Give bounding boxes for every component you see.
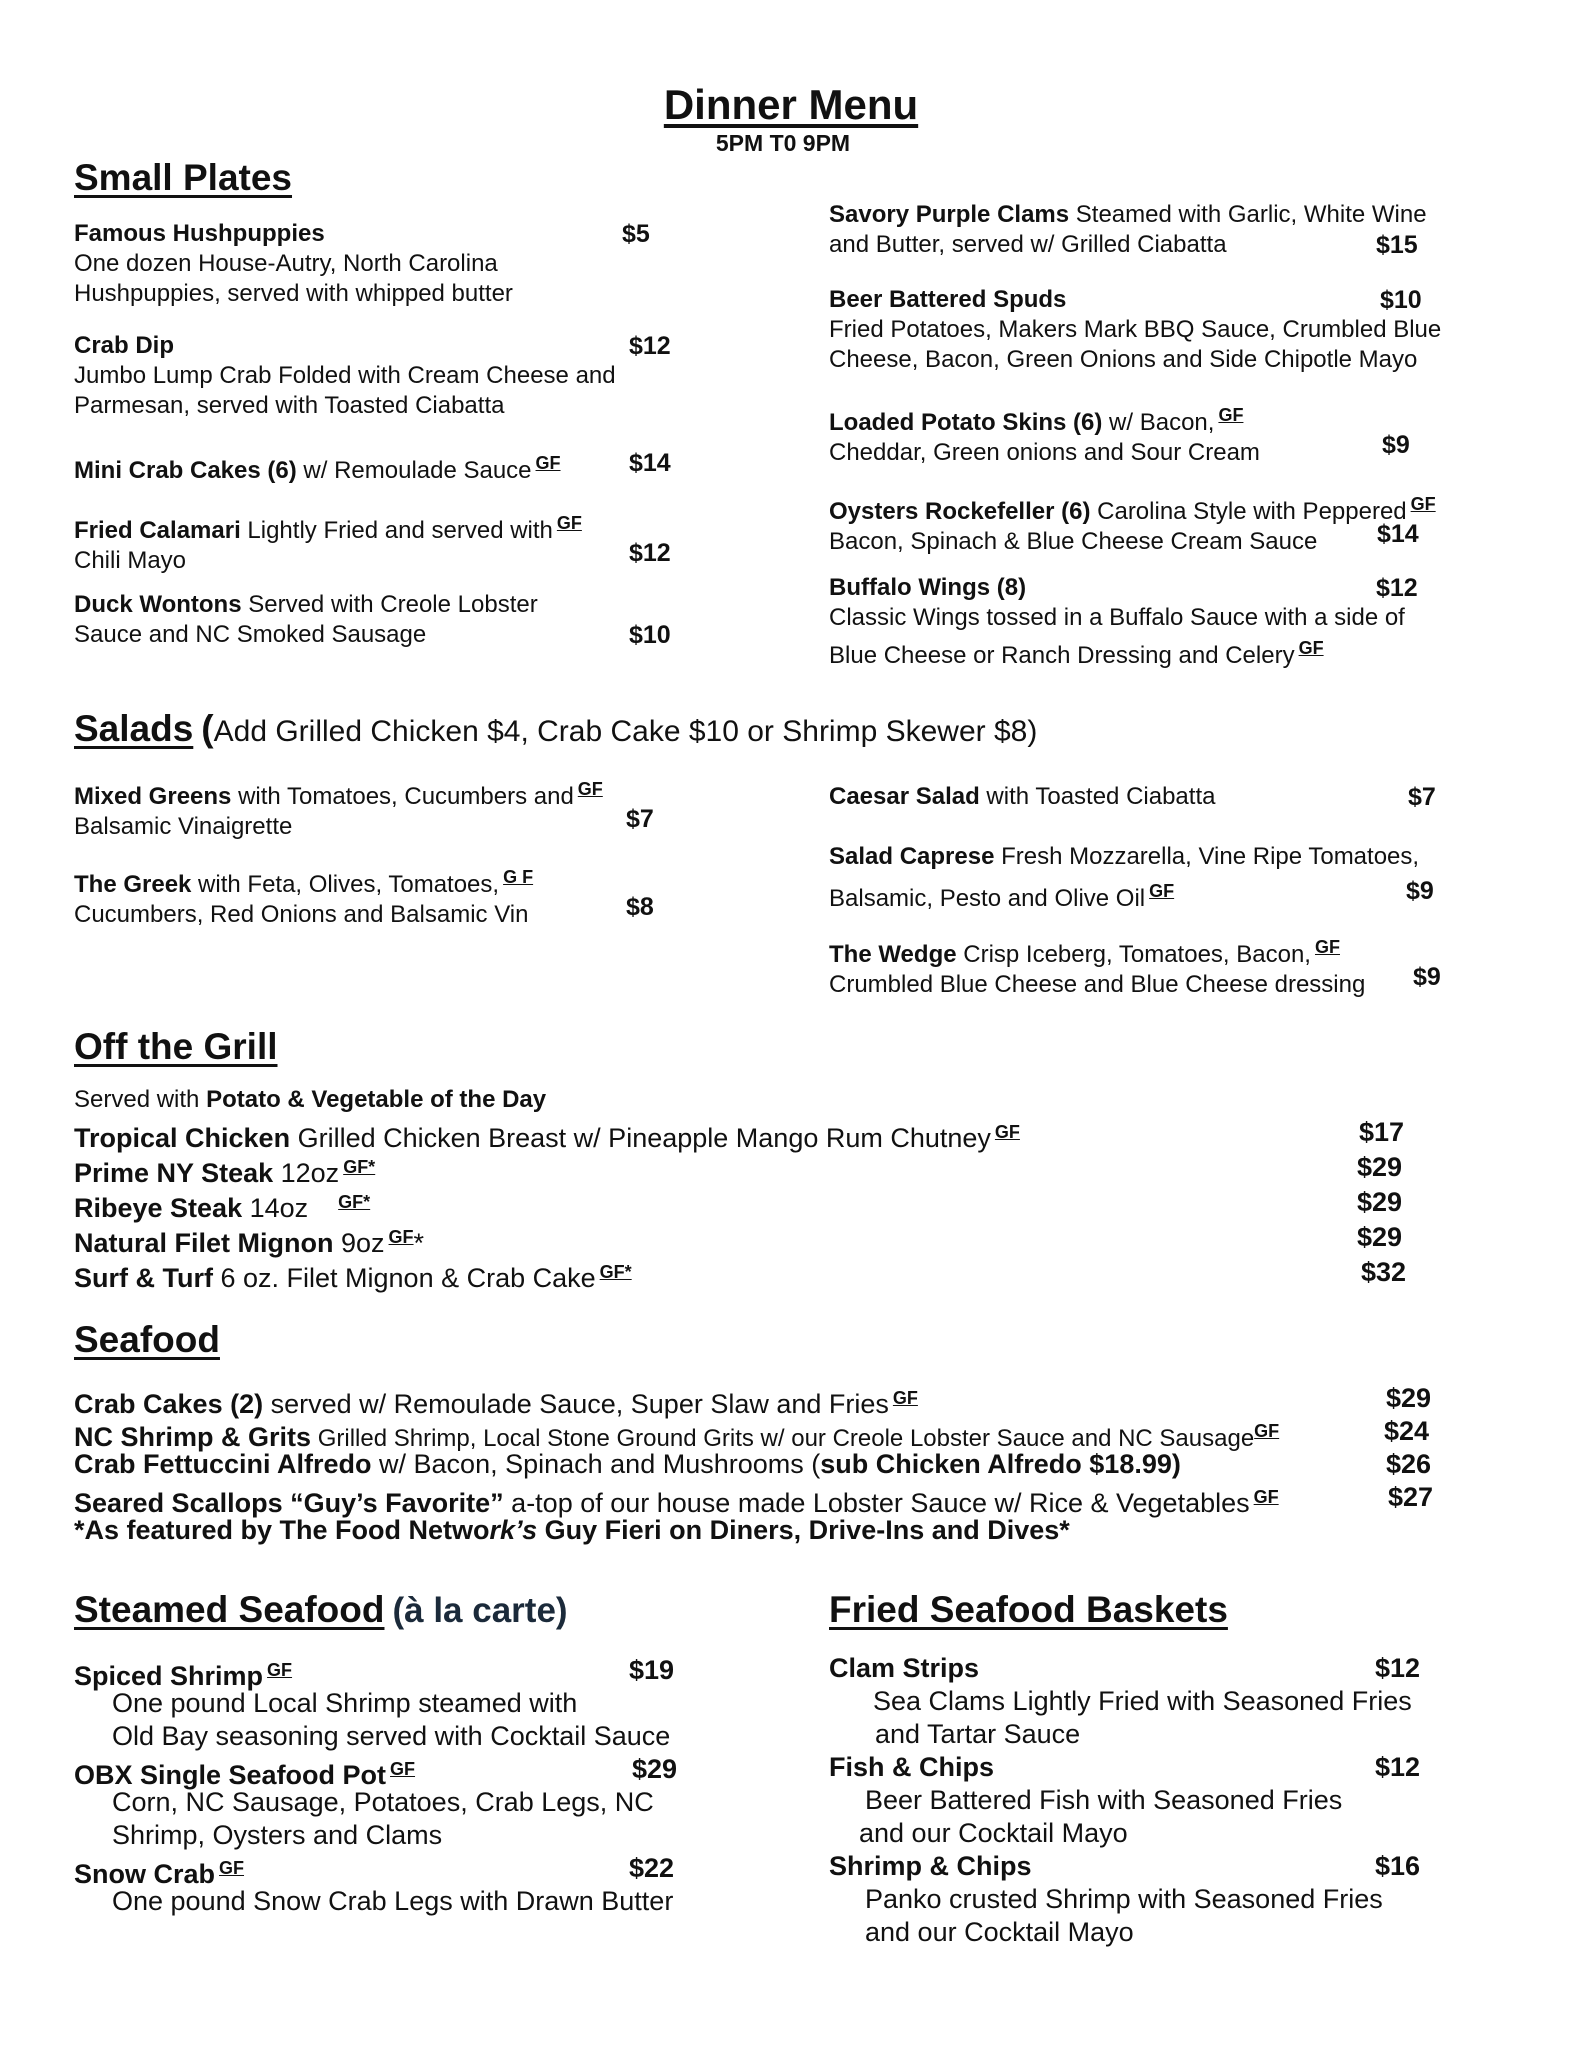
item-price: $12: [629, 332, 671, 360]
menu-item: [829, 400, 1509, 468]
item-price: $19: [629, 1655, 675, 1685]
menu-item: [74, 1382, 1474, 1419]
grill-served-with: [74, 1086, 546, 1114]
menu-item: [74, 1255, 1474, 1293]
item-name: Shrimp & Chips: [829, 1851, 1032, 1881]
item-desc: served w/ Remoulade Sauce, Super Slaw and Fries: [263, 1389, 889, 1419]
item-name: NC Shrimp & Grits: [74, 1422, 312, 1452]
item-desc: Corn, NC Sausage, Potatoes, Crab Legs, NC: [112, 1787, 654, 1817]
item-price: $14: [1377, 520, 1419, 548]
item-price: $10: [1380, 286, 1422, 314]
menu-item-header: [829, 1751, 1509, 1784]
item-desc: with Tomatoes, Cucumbers and: [231, 783, 574, 810]
item-name: Mixed Greens: [74, 783, 232, 810]
menu-header: [0, 80, 1582, 156]
item-price: $16: [1375, 1851, 1421, 1881]
item-desc: Steamed with Garlic, White Wine: [1069, 201, 1427, 228]
item-name: Fried Calamari: [74, 517, 241, 544]
steamed-subheading: (à la carte): [392, 1591, 568, 1630]
featured-note-c: Guy Fieri on Diners, Drive-Ins and Dives*: [537, 1515, 1070, 1545]
fried-list: [829, 1652, 1509, 1949]
menu-item: [74, 1185, 1474, 1223]
item-name: Loaded Potato Skins (6): [829, 409, 1103, 436]
item-desc: w/ Bacon,: [1102, 409, 1215, 436]
item-price: $12: [1375, 1752, 1421, 1782]
served-prefix: Served with: [74, 1086, 207, 1113]
menu-item: [829, 842, 1509, 914]
item-desc: with Toasted Ciabatta: [979, 783, 1216, 810]
menu-item-header: [74, 1654, 754, 1691]
item-price: $9: [1382, 431, 1410, 459]
item-name: Duck Wontons: [74, 591, 242, 618]
item-desc: Grilled Chicken Breast w/ Pineapple Mango Rum Chutney: [290, 1123, 991, 1153]
menu-item: [74, 331, 714, 421]
item-price: $8: [626, 893, 654, 921]
steamed-list: [74, 1654, 754, 1918]
item-price: $9: [1406, 877, 1434, 905]
item-price: $12: [1375, 1653, 1421, 1683]
item-desc: Grilled Shrimp, Local Stone Ground Grits w/ our Creole Lobster Sauce and NC Sausage: [311, 1425, 1255, 1452]
item-desc: Cucumbers, Red Onions and Balsamic Vin: [74, 901, 529, 928]
item-desc: a-top of our house made Lobster Sauce w/ Rice & Vegetables: [503, 1488, 1250, 1518]
item-desc: Blue Cheese or Ranch Dressing and Celery: [829, 642, 1295, 669]
grill-list: [74, 1115, 1474, 1293]
menu-item: [74, 1220, 1474, 1258]
item-name: Surf & Turf: [74, 1263, 213, 1293]
gluten-free-badge: GF: [1149, 881, 1175, 901]
item-desc: Balsamic, Pesto and Olive Oil: [829, 885, 1146, 912]
item-price: $24: [1384, 1416, 1430, 1446]
item-name: Crab Cakes (2): [74, 1389, 264, 1419]
item-name: Spiced Shrimp: [74, 1661, 264, 1691]
item-name: Crab Fettuccini Alfredo: [74, 1449, 372, 1479]
gluten-free-badge: GF: [556, 513, 582, 533]
item-price: $9: [1413, 963, 1441, 991]
item-desc: Beer Battered Fish with Seasoned Fries: [865, 1785, 1343, 1815]
featured-note-b: rk’s: [489, 1515, 538, 1545]
item-price: $29: [1357, 1187, 1403, 1217]
menu-item: [74, 590, 694, 650]
item-desc: Crisp Iceberg, Tomatoes, Bacon,: [956, 941, 1311, 968]
item-desc: Fresh Mozzarella, Vine Ripe Tomatoes,: [994, 843, 1420, 870]
item-desc: 9oz: [333, 1228, 385, 1258]
menu-item: [829, 200, 1509, 260]
item-sub-option: sub Chicken Alfredo $18.99): [820, 1449, 1181, 1479]
menu-item: [829, 932, 1509, 1000]
item-price: $27: [1388, 1482, 1434, 1512]
item-name: The Wedge: [829, 941, 957, 968]
section-heading-salads-row: [74, 707, 1037, 751]
menu-item-header: [829, 1850, 1509, 1883]
section-heading-steamed: Steamed Seafood: [74, 1589, 385, 1630]
item-desc: 14oz: [242, 1193, 309, 1223]
gluten-free-badge: GF: [1314, 937, 1340, 957]
item-desc: Classic Wings tossed in a Buffalo Sauce with a side of: [829, 604, 1405, 631]
gluten-free-badge: G F: [503, 867, 534, 887]
gluten-free-badge: GF*: [338, 1192, 371, 1212]
featured-note-a: *As featured by The Food Netwo: [74, 1515, 490, 1545]
section-heading-salads: Salads: [74, 708, 194, 749]
item-price: $22: [629, 1853, 675, 1883]
item-desc: One dozen House-Autry, North Carolina: [74, 250, 498, 277]
menu-item-header: [829, 1652, 1509, 1685]
item-price: $12: [1376, 574, 1418, 602]
gluten-free-badge: GF: [267, 1660, 293, 1680]
menu-item-header: [74, 1753, 754, 1790]
item-name: Fish & Chips: [829, 1752, 995, 1782]
section-heading-seafood: Seafood: [74, 1319, 220, 1360]
salads-note: Add Grilled Chicken $4, Crab Cake $10 or Shrimp Skewer $8): [213, 715, 1038, 748]
gluten-free-badge: GF: [1410, 494, 1436, 514]
featured-note: [74, 1514, 1474, 1547]
item-desc: Chili Mayo: [74, 547, 187, 574]
item-name: Buffalo Wings (8): [829, 574, 1027, 601]
menu-item: [74, 1481, 1474, 1518]
menu-item: [74, 862, 714, 930]
item-desc: One pound Local Shrimp steamed with: [112, 1688, 578, 1718]
item-name: Mini Crab Cakes (6): [74, 457, 297, 484]
menu-item: [74, 1115, 1474, 1153]
item-name: Caesar Salad: [829, 783, 980, 810]
item-desc: Cheese, Bacon, Green Onions and Side Chipotle Mayo: [829, 346, 1418, 373]
gluten-free-badge: GF: [1254, 1421, 1280, 1441]
item-price: $5: [622, 220, 650, 248]
gluten-free-badge: GF: [390, 1759, 416, 1779]
item-price: $29: [632, 1754, 678, 1784]
menu-item: [74, 448, 694, 486]
item-price: $14: [629, 449, 671, 477]
item-name: Savory Purple Clams: [829, 201, 1070, 228]
item-desc: Old Bay seasoning served with Cocktail Sauce: [112, 1721, 671, 1751]
item-desc: Carolina Style with Peppered: [1090, 498, 1407, 525]
item-name: OBX Single Seafood Pot: [74, 1760, 387, 1790]
item-name: Tropical Chicken: [74, 1123, 291, 1153]
item-mark: *: [413, 1228, 425, 1258]
item-name: Oysters Rockefeller (6): [829, 498, 1091, 525]
section-heading-small-plates: Small Plates: [74, 157, 293, 198]
item-desc: Jumbo Lump Crab Folded with Cream Cheese and: [74, 362, 616, 389]
menu-item: [829, 782, 1509, 812]
menu-item: [829, 573, 1509, 671]
item-desc: Sea Clams Lightly Fried with Seasoned Fries: [873, 1686, 1412, 1716]
item-desc: Bacon, Spinach & Blue Cheese Cream Sauce: [829, 528, 1318, 555]
item-name: Beer Battered Spuds: [829, 286, 1067, 313]
gluten-free-badge: GF: [535, 453, 561, 473]
item-desc: Shrimp, Oysters and Clams: [112, 1820, 443, 1850]
hours: 5PM T0 9PM: [715, 130, 851, 156]
item-desc: 12oz: [273, 1158, 340, 1188]
item-desc: 6 oz. Filet Mignon & Crab Cake: [212, 1263, 596, 1293]
section-heading-grill: Off the Grill: [74, 1026, 278, 1067]
item-price: $26: [1386, 1449, 1432, 1479]
salads-paren: (: [201, 708, 214, 749]
gluten-free-badge: GF: [219, 1858, 245, 1878]
gluten-free-badge: GF: [577, 779, 603, 799]
menu-item: [829, 489, 1509, 557]
item-name: The Greek: [74, 871, 192, 898]
item-desc: Sauce and NC Smoked Sausage: [74, 621, 427, 648]
item-price: $32: [1361, 1257, 1407, 1287]
item-price: $7: [1408, 783, 1436, 811]
gluten-free-badge: GF: [1298, 638, 1324, 658]
item-desc: and our Cocktail Mayo: [859, 1818, 1128, 1848]
gluten-free-badge: GF: [892, 1388, 918, 1408]
seafood-list: [74, 1382, 1474, 1547]
gluten-free-badge: GF*: [343, 1157, 376, 1177]
item-price: $15: [1376, 231, 1418, 259]
item-price: $29: [1357, 1152, 1403, 1182]
item-name: Famous Hushpuppies: [74, 220, 325, 247]
gluten-free-badge: GF*: [599, 1262, 632, 1282]
item-price: $17: [1359, 1117, 1405, 1147]
item-name: Seared Scallops “Guy’s Favorite”: [74, 1488, 504, 1518]
item-price: $29: [1357, 1222, 1403, 1252]
item-desc: and Butter, served w/ Grilled Ciabatta: [829, 231, 1227, 258]
item-name: Salad Caprese: [829, 843, 995, 870]
gluten-free-badge: GF: [388, 1227, 414, 1247]
item-desc: and our Cocktail Mayo: [865, 1917, 1134, 1947]
item-desc: Balsamic Vinaigrette: [74, 813, 293, 840]
menu-item: [74, 219, 674, 309]
item-desc: w/ Bacon, Spinach and Mushrooms (: [371, 1449, 821, 1479]
item-desc: Hushpuppies, served with whipped butter: [74, 280, 513, 307]
item-desc: Panko crusted Shrimp with Seasoned Fries: [865, 1884, 1383, 1914]
gluten-free-badge: GF: [1218, 405, 1244, 425]
item-desc: Cheddar, Green onions and Sour Cream: [829, 439, 1260, 466]
item-desc: Lightly Fried and served with: [240, 517, 553, 544]
served-sides: Potato & Vegetable of the Day: [206, 1086, 547, 1113]
item-name: Snow Crab: [74, 1859, 216, 1889]
menu-item: [829, 285, 1519, 375]
section-heading-steamed-row: [74, 1588, 568, 1632]
section-heading-fried: Fried Seafood Baskets: [829, 1589, 1228, 1630]
item-price: $29: [1386, 1383, 1432, 1413]
item-desc: Served with Creole Lobster: [241, 591, 538, 618]
menu-item: [74, 508, 694, 576]
item-desc: One pound Snow Crab Legs with Drawn Butter: [112, 1886, 674, 1916]
item-name: Clam Strips: [829, 1653, 980, 1683]
item-name: Crab Dip: [74, 332, 175, 359]
menu-item: [74, 1150, 1474, 1188]
menu-item: [74, 1415, 1474, 1452]
item-desc: and Tartar Sauce: [875, 1719, 1081, 1749]
item-price: $7: [626, 805, 654, 833]
gluten-free-badge: GF: [1253, 1487, 1279, 1507]
item-name: Prime NY Steak: [74, 1158, 274, 1188]
page-title: Dinner Menu: [663, 81, 919, 128]
menu-item-header: [74, 1852, 754, 1889]
menu-item: [74, 1448, 1474, 1481]
item-price: $10: [629, 621, 671, 649]
item-price: $12: [629, 539, 671, 567]
gluten-free-badge: GF: [994, 1122, 1020, 1142]
item-desc: Crumbled Blue Cheese and Blue Cheese dressing: [829, 971, 1366, 998]
item-desc: with Feta, Olives, Tomatoes,: [191, 871, 500, 898]
item-name: Ribeye Steak: [74, 1193, 243, 1223]
item-name: Natural Filet Mignon: [74, 1228, 334, 1258]
item-desc: w/ Remoulade Sauce: [296, 457, 532, 484]
item-desc: Fried Potatoes, Makers Mark BBQ Sauce, Crumbled Blue: [829, 316, 1442, 343]
item-desc: Parmesan, served with Toasted Ciabatta: [74, 392, 505, 419]
menu-item: [74, 774, 714, 842]
